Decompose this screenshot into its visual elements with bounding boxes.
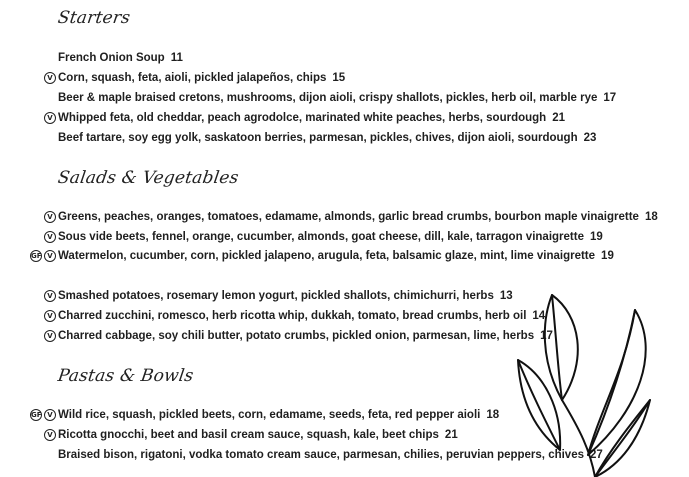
item-description: Sous vide beets, fennel, orange, cucumber, almonds, goat cheese, dill, kale, tarragon vinaigrette (58, 231, 584, 243)
menu-item (31, 247, 614, 265)
item-price: 17 (603, 92, 617, 104)
item-price: 14 (532, 310, 546, 322)
item-description: Ricotta gnocchi, beet and basil cream sauce, squash, kale, beet chips (58, 429, 439, 441)
menu-item (58, 89, 616, 107)
item-price: 19 (589, 231, 603, 243)
vegetarian-badge-icon: V (44, 409, 56, 421)
section-title-salads-vegetables: Salads & Vegetables (56, 168, 240, 188)
item-price: 27 (590, 449, 603, 461)
item-price: 21 (552, 112, 565, 124)
menu-item (58, 129, 596, 147)
item-description: Beef tartare, soy egg yolk, saskatoon berries, parmesan, pickles, chives, dijon aioli, sourdough (58, 132, 578, 144)
item-description: Charred cabbage, soy chili butter, potato crumbs, pickled onion, parmesan, lime, herbs (58, 330, 535, 342)
vegetarian-badge-icon: V (44, 231, 56, 243)
vegetarian-badge-icon: V (44, 330, 56, 342)
item-description: Smashed potatoes, rosemary lemon yogurt, pickled shallots, chimichurri, herbs (58, 290, 494, 302)
item-description: Charred zucchini, romesco, herb ricotta whip, dukkah, tomato, bread crumbs, herb oil (58, 310, 527, 322)
vegetarian-badge-icon: V (44, 429, 56, 441)
item-description: Beer & maple braised cretons, mushrooms, dijon aioli, crispy shallots, pickles, herb oil, marble rye (58, 92, 598, 104)
leaf-illustration-icon (500, 290, 689, 477)
item-price: 15 (332, 72, 346, 84)
item-description: French Onion Soup (58, 52, 165, 64)
menu-item (47, 69, 346, 87)
vegetarian-badge-icon: V (44, 250, 56, 262)
item-description: Wild rice, squash, pickled beets, corn, edamame, seeds, feta, red pepper aioli (58, 409, 481, 421)
menu-item (47, 327, 553, 345)
gluten-free-badge-icon: GF (31, 252, 42, 260)
item-description: Greens, peaches, oranges, tomatoes, edamame, almonds, garlic bread crumbs, bourbon maple vinaigrette (58, 211, 639, 223)
item-price: 17 (540, 330, 553, 342)
vegetarian-badge-icon: V (44, 72, 56, 84)
menu-item (47, 287, 513, 305)
item-price: 21 (444, 429, 458, 441)
item-price: 18 (644, 211, 658, 223)
vegetarian-badge-icon: V (44, 310, 56, 322)
item-price: 18 (486, 409, 500, 421)
menu-item (47, 307, 546, 325)
vegetarian-badge-icon: V (44, 290, 56, 302)
item-description: Whipped feta, old cheddar, peach agrodolce, marinated white peaches, herbs, sourdough (58, 112, 547, 124)
menu-item (47, 208, 658, 226)
item-description: Watermelon, cucumber, corn, pickled jalapeno, arugula, feta, balsamic glaze, mint, lime vinaigrette (58, 250, 596, 262)
menu-item (47, 426, 458, 444)
menu-item (31, 406, 500, 424)
item-description: Braised bison, rigatoni, vodka tomato cream sauce, parmesan, chilies, peruvian peppers, chives (58, 449, 584, 461)
menu-item (58, 49, 183, 67)
vegetarian-badge-icon: V (44, 112, 56, 124)
section-title-pastas-bowls: Pastas & Bowls (56, 366, 195, 386)
item-price: 11 (170, 52, 183, 64)
item-price: 23 (583, 132, 597, 144)
menu-item (47, 109, 565, 127)
vegetarian-badge-icon: V (44, 211, 56, 223)
item-description: Corn, squash, feta, aioli, pickled jalapeños, chips (58, 72, 327, 84)
item-price: 13 (499, 290, 513, 302)
section-title-starters: Starters (56, 8, 132, 28)
gluten-free-badge-icon: GF (31, 411, 42, 419)
menu-item (47, 228, 603, 246)
item-price: 19 (601, 250, 614, 262)
